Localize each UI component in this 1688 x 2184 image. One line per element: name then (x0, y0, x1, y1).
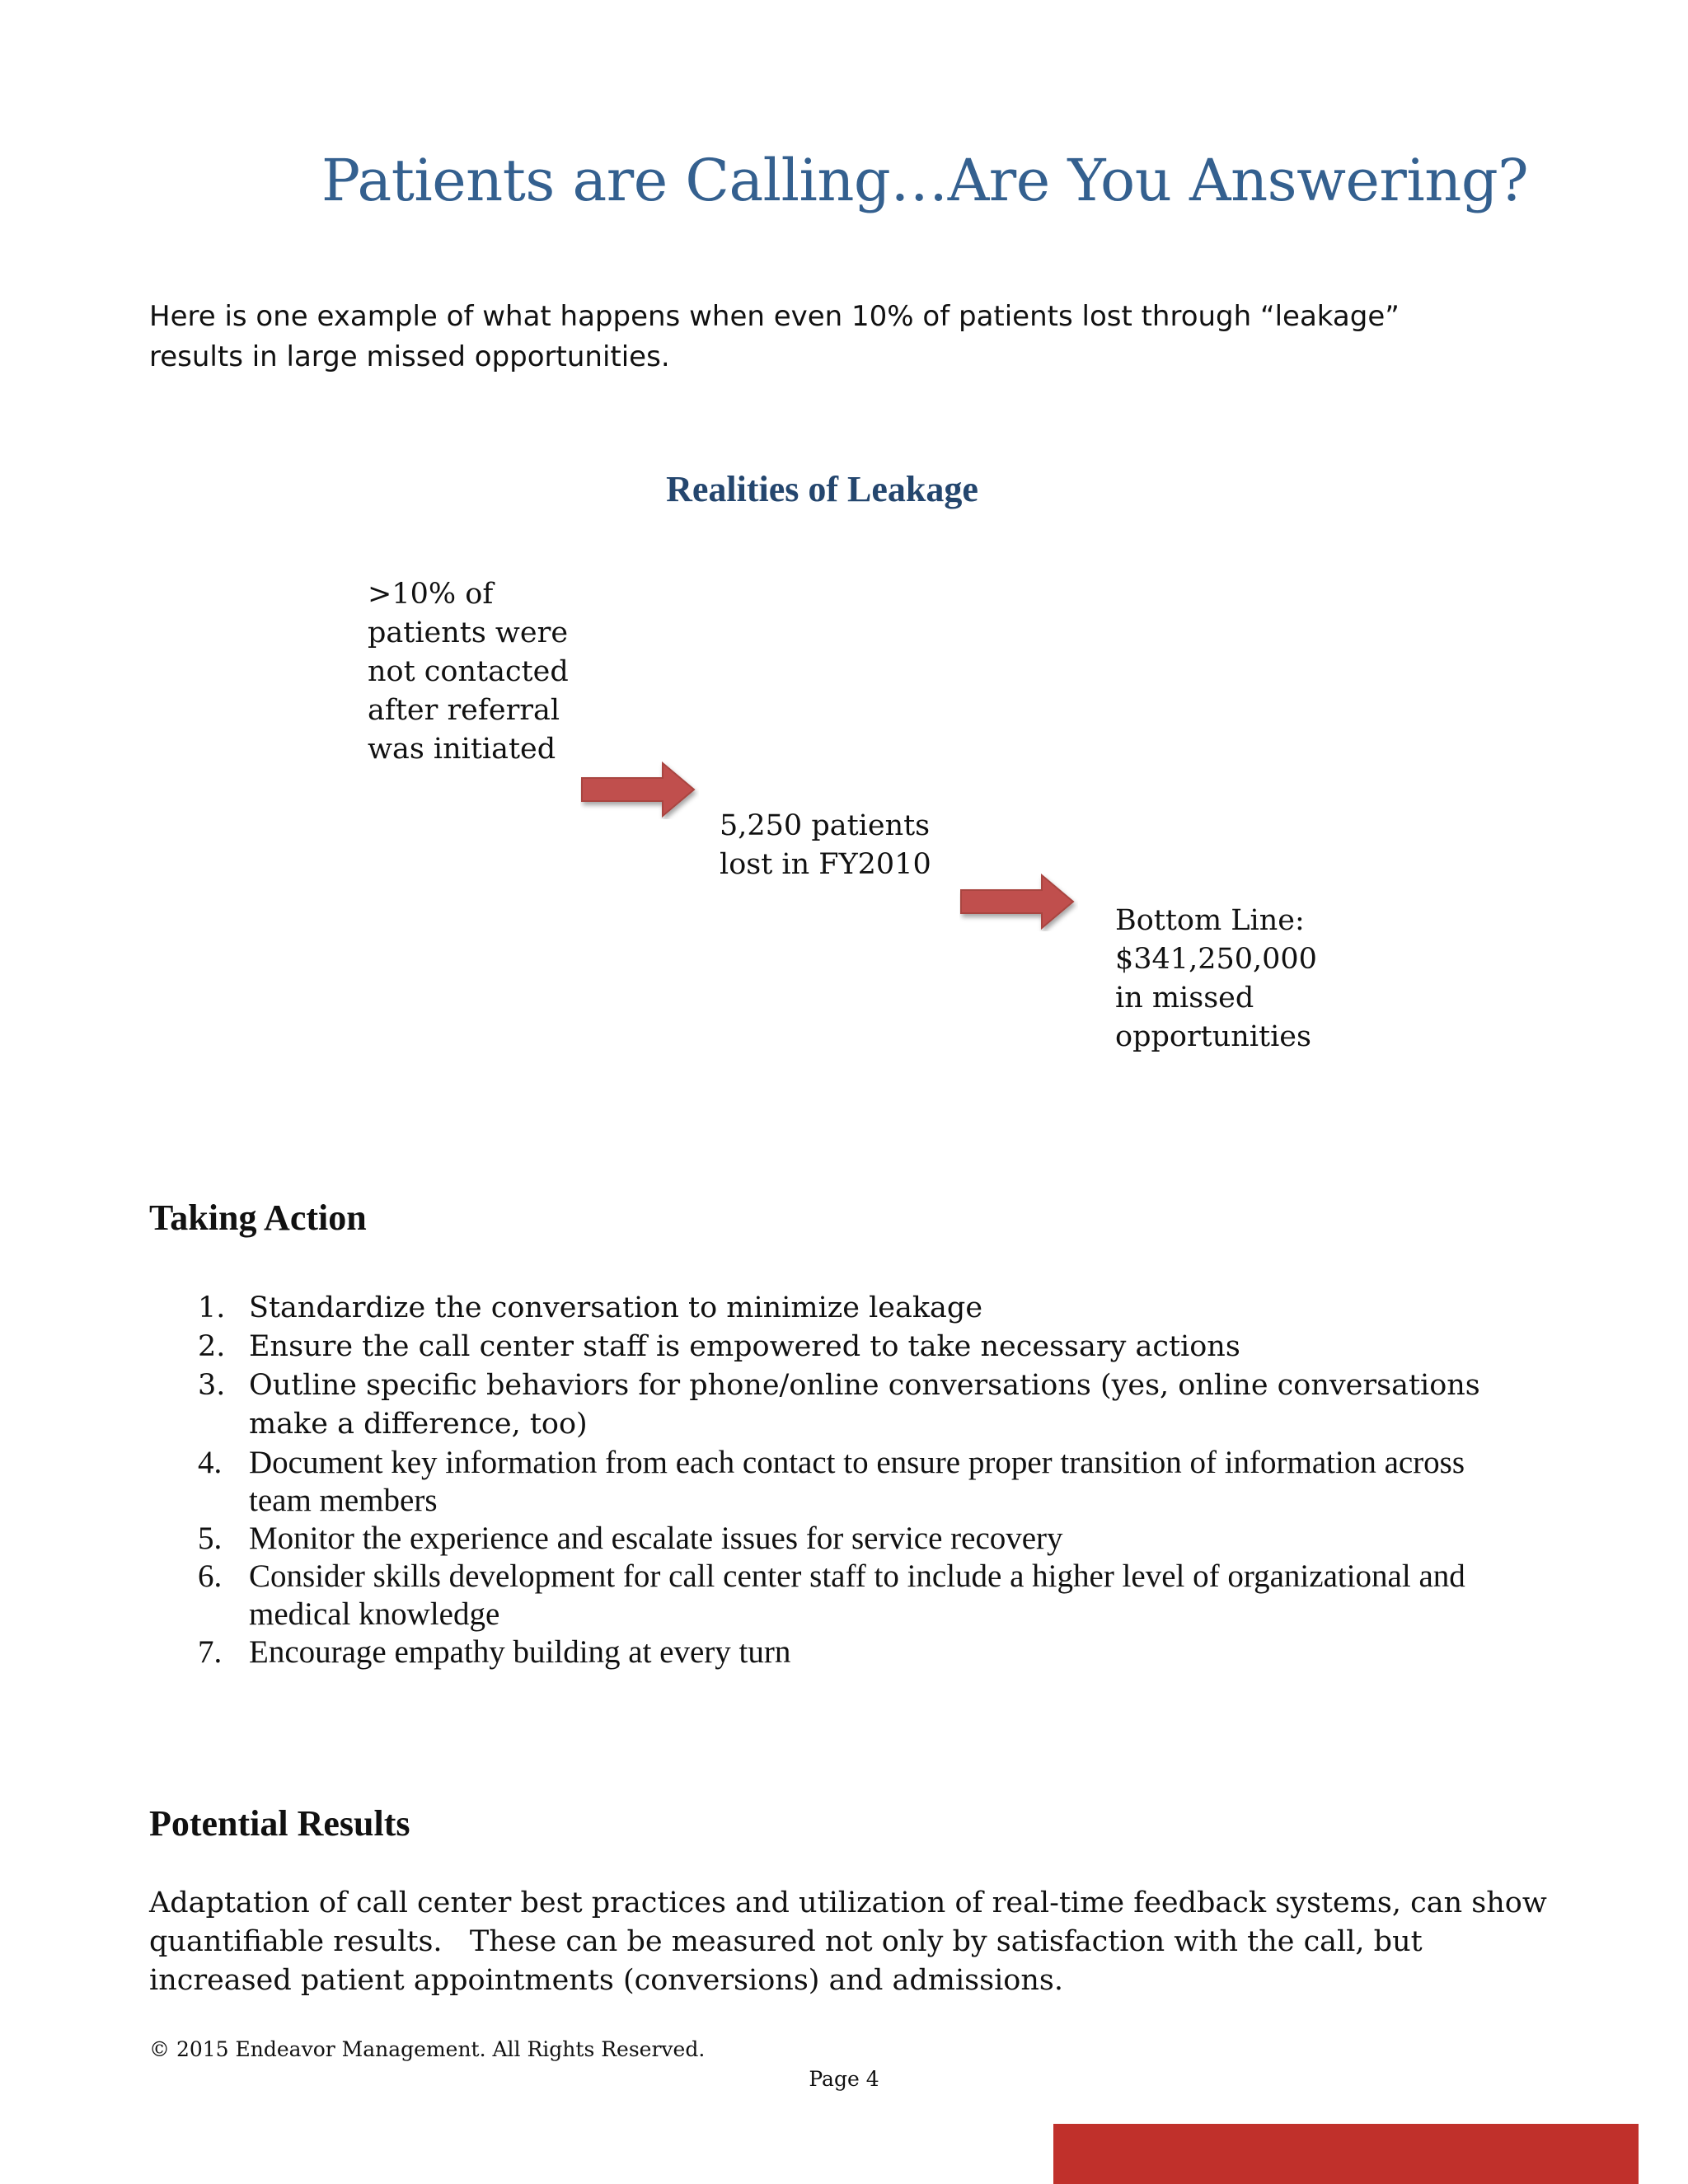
taking-action-heading: Taking Action (149, 1197, 367, 1238)
page-number: Page 4 (809, 2067, 879, 2091)
list-item-text: Encourage empathy building at every turn (249, 1634, 791, 1670)
potential-results-heading: Potential Results (149, 1803, 410, 1844)
list-item-text: Ensure the call center staff is empowered to take necessary actions (249, 1330, 1240, 1363)
list-item (198, 1558, 1517, 1633)
list-item-text: Outline specific behaviors for phone/online conversations (yes, online conversations make a difference, too) (249, 1369, 1480, 1441)
step-3-line: opportunities (1115, 1020, 1311, 1053)
list-item-number: 5. (198, 1521, 223, 1556)
list-item-text: Consider skills development for call center staff to include a higher level of organizational and medical knowledge (249, 1558, 1465, 1632)
step-2-line: lost in FY2010 (720, 848, 931, 881)
list-item-number: 7. (198, 1634, 223, 1670)
copyright-notice: © 2015 Endeavor Management. All Rights Reserved. (149, 2037, 706, 2061)
list-item (198, 1366, 1517, 1444)
list-item-number: 2. (198, 1330, 226, 1363)
list-item-text: Monitor the experience and escalate issues for service recovery (249, 1521, 1063, 1556)
step-1-line: after referral (368, 694, 560, 727)
diagram-title: Realities of Leakage (666, 469, 978, 509)
list-item (198, 1444, 1517, 1520)
footer-accent-bar (1053, 2124, 1639, 2184)
list-item (198, 1633, 1517, 1671)
paragraph-line: increased patient appointments (conversions) and admissions. (149, 1964, 1063, 1997)
list-item (198, 1328, 1517, 1366)
step-1-line: patients were (368, 616, 569, 649)
list-item-number: 6. (198, 1558, 223, 1594)
step-2-line: 5,250 patients (720, 809, 931, 842)
right-arrow-icon (959, 872, 1078, 931)
list-item (198, 1289, 1517, 1328)
list-item-number: 3. (198, 1369, 226, 1402)
step-1-line: not contacted (368, 655, 569, 688)
right-arrow-icon (580, 760, 699, 819)
list-item-number: 1. (198, 1291, 226, 1324)
leakage-step-1 (368, 575, 569, 769)
step-3-line: $341,250,000 (1115, 943, 1317, 976)
list-item-text: Document key information from each contact to ensure proper transition of information across team members (249, 1445, 1465, 1518)
potential-results-paragraph (149, 1884, 1547, 2000)
leakage-step-2 (720, 807, 931, 884)
step-3-line: in missed (1115, 982, 1254, 1015)
page-title: Patients are Calling…Are You Answering? (321, 147, 1529, 214)
list-item-text: Standardize the conversation to minimize leakage (249, 1291, 983, 1324)
intro-paragraph: Here is one example of what happens when even 10% of patients lost through “leakage” results in large missed opportunities. (149, 300, 1400, 373)
leakage-step-3 (1115, 902, 1317, 1057)
step-3-line: Bottom Line: (1115, 904, 1305, 937)
list-item-number: 4. (198, 1445, 223, 1480)
paragraph-line: quantifiable results. These can be measured not only by satisfaction with the call, but (149, 1925, 1423, 1958)
action-list (198, 1289, 1517, 1671)
step-1-line: was initiated (368, 733, 556, 766)
step-1-line: >10% of (368, 578, 494, 611)
list-item (198, 1520, 1517, 1558)
paragraph-line: Adaptation of call center best practices and utilization of real-time feedback systems, can show (149, 1886, 1547, 1919)
